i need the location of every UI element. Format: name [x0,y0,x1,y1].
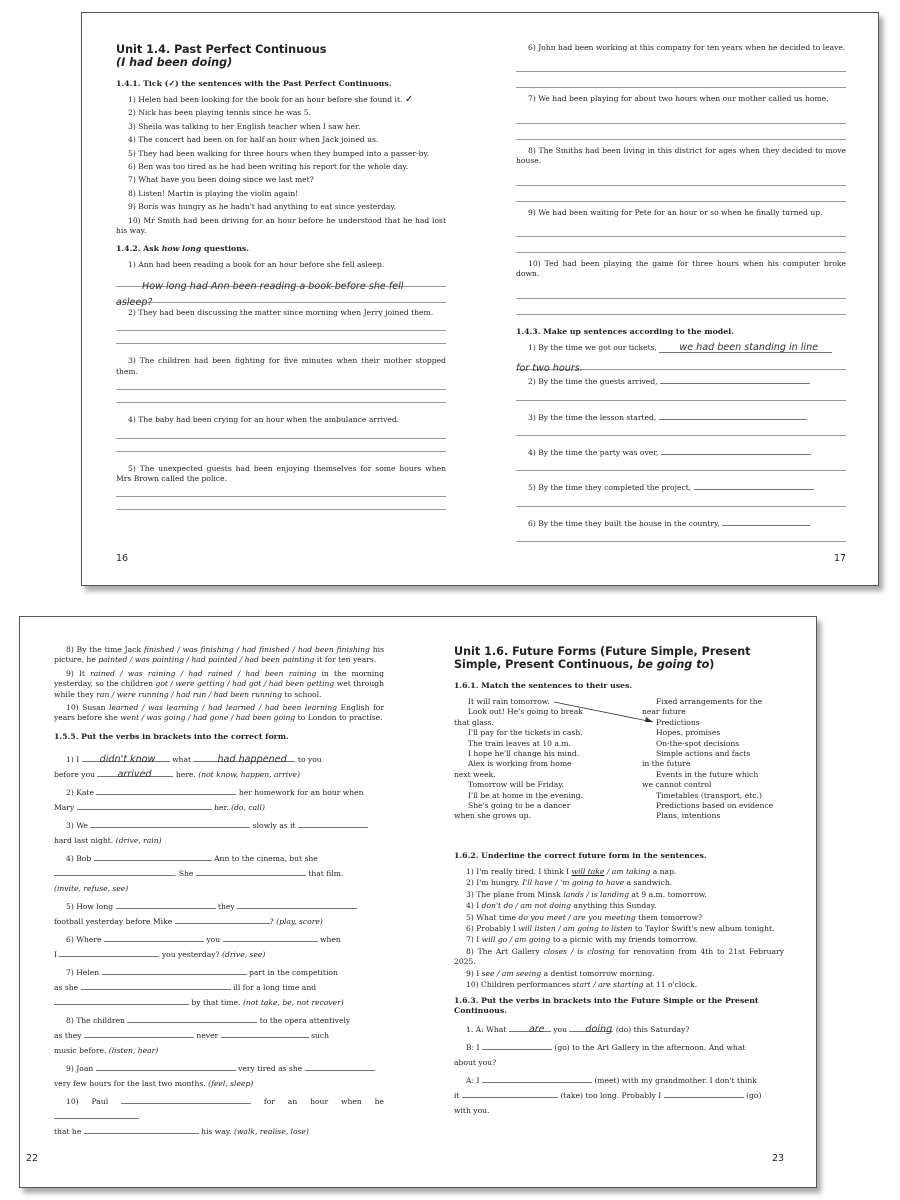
page-number: 23 [772,1153,785,1164]
text-run: 2) I'm hungry. [466,878,523,888]
list-item [454,890,784,900]
page-22 [54,645,384,1187]
list-item: 2) Nick has been playing tennis since he was 5. [128,108,311,118]
exercise-item-4: 4) Bob Ann to the cinema, but she . She that film. (invite, refuse, see) [54,851,384,896]
answer-line: asleep? [116,290,446,303]
text-run: wet through while they [54,679,384,699]
answer-line [116,487,446,497]
list-item: 1) Ann had been reading a book for an hour before she fell asleep. [128,260,385,270]
list-item: 3) By the time the lesson started, [516,410,846,423]
text-run: 10) Susan [66,703,110,713]
list-item: 2) By the time the guests arrived, [516,374,846,387]
exercise-item-6: 6) Where you when I you yesterday? (drive, see) [54,932,384,962]
answer-line [516,186,846,202]
exercise-item-9: 9) Joan very tired as she very few hours for the last two months. (feel, sleep) [54,1061,384,1091]
exercise-heading: 1.6.1. Match the sentences to their uses. [454,681,633,690]
answer-line [516,283,846,299]
list-item: 3) Sheila was talking to her English teacher when I saw her. [128,121,361,131]
checkmark-icon: ✓ [404,94,414,105]
list-item: 3) The children had been fighting for five minutes when their mother stopped them. [116,356,446,376]
page-16 [116,43,446,585]
list-item [454,878,784,888]
list-item: 6) Ben was too tired as he had been writing his report for the whole day. [128,162,409,172]
match-arrow-icon [454,697,784,737]
text-run: / [604,867,612,876]
answer-line [516,237,846,253]
exercise-item-5: 5) How long they football yesterday before Mike ? (play, score) [54,899,384,929]
ex-10 [54,703,384,722]
list-item [454,913,784,923]
exercise-heading: 1.4.2. Ask how long questions. [116,244,250,254]
text-run: went / was going / had gone / had been going [120,713,296,723]
text-run: 1) I'm really tired. I think I [466,867,572,876]
ex-9 [54,669,384,699]
exercise-item-7: 7) Helen part in the competition as she ill for a long time and by that time. (not take, be, not recover) [54,965,384,1010]
ex-8 [54,645,384,664]
exercise-item-8: 8) The children to the opera attentively as they never such music before. (listen, hear) [54,1013,384,1058]
text-run: in the morning yesterday, so the children [54,668,384,689]
exercise-item-10: 10) Paul for an hour when he that he his way. (walk, realise, lose) [54,1094,384,1139]
text-run: to a picnic with my friends tomorrow. [550,935,698,945]
list-item: 1) Helen had been looking for the book for an hour before she found it. ✓ [128,94,414,105]
list-item: 5) The unexpected guests had been enjoying themselves for some hours when Mrs Brown called the police. [116,463,446,483]
page-17 [516,43,846,585]
unit-subtitle: (I had been doing) [116,56,233,69]
answer-line [516,497,846,507]
text-run: don't do / am not doing [481,901,572,911]
list-item: 7) We had been playing for about two hours when our mother called us home. [528,94,829,104]
list-item [454,924,784,934]
match-left-column: It will rain tomorrow. Look out! He's going to break that glass. I'll pay for the tickets in cash. The train leaves at 10 a.m. I hope he'll change his mind. Alex is working from home next week. Tomorrow will be Friday. I'll be at home in the evening. She's going to be a dancer when she grows up. [454,697,584,821]
answer-line [116,380,446,390]
book-spread-pages-22-23 [19,616,817,1188]
text-run: 7) I [466,935,482,945]
text-run: a nap. [650,867,677,876]
text-run: 8) By the time Jack [66,645,144,654]
list-item: 9) We had been waiting for Pete for an hour or so when he finally turned up. [528,207,823,217]
unit-title [116,43,446,69]
text-run: 9) I [466,968,482,978]
answer-line [116,393,446,403]
text-run: at 11 o'clock. [643,980,698,990]
answer-line [516,124,846,140]
text-run: English for years before she [54,703,384,723]
match-right-column: Fixed arrangements for the near future Predictions Hopes, promises On-the-spot decisions Simple actions and facts in the future Events in the future which we cannot control Timetables (transport, etc.) Predictions based on evidence Plans, intentions [642,697,774,821]
list-item: 6) John had been working at this company for ten years when he decided to leave. [528,43,846,52]
list-item: 4) The concert had been on for half an hour when Jack joined us. [128,135,379,145]
text-run: 3) The plane from Minsk [466,889,564,899]
text-run: them tomorrow? [635,912,703,922]
answer-line [116,429,446,439]
list-item: 4) The baby had been crying for an hour when the ambulance arrived. [128,415,400,425]
text-run: to London to practise. [295,713,383,723]
list-item [54,645,384,666]
page-number: 22 [26,1153,39,1164]
answer-line [516,532,846,542]
answer-line [516,72,846,88]
text-run: to Taylor Swift's new album tonight. [632,924,775,934]
exercise-1-6-2-list [454,867,784,990]
exercise-heading: 1.6.3. Put the verbs in brackets into the Future Simple or the Present Continuous. [454,996,759,1016]
list-item [54,669,384,700]
answer-line [516,108,846,124]
answer-line: for two hours. [516,356,846,370]
dialogue-line: B: I (go) to the Art Gallery in the afternoon. And what about you? [454,1040,784,1070]
exercise-heading: 1.5.5. Put the verbs in brackets into the correct form. [54,731,289,741]
exercise-item-1: 1) I didn't know what had happened to you before you arrived here. (not know, happen, arrive) [54,753,322,780]
answer-line [116,500,446,510]
text-run: 8) The Art Gallery [466,946,544,956]
exercise-heading: 1.4.3. Make up sentences according to the model. [516,326,734,336]
book-spread-pages-16-17 [81,12,879,586]
list-item [454,947,784,968]
text-run: to school. [281,689,322,699]
text-run: a sandwich. [624,878,673,888]
text-run: it for ten years. [314,655,377,665]
text-run: anything this Sunday. [571,901,657,911]
list-item: 10) Ted had been playing the game for three hours when his computer broke down. [516,259,846,279]
answer-line [516,170,846,186]
list-item: 8) The Smiths had been living in this district for ages when they decided to move house. [516,145,846,166]
text-run: I'll have / 'm going to have [522,878,625,888]
page-number: 17 [834,553,847,564]
answer-line [116,321,446,331]
text-run: 10) Children performances [466,980,573,990]
dialogue-line: A: I (meet) with my grandmother. I don't think it (take) too long. Probably I (go) with you. [454,1073,784,1118]
text-run: will listen / am going to listen [518,924,633,934]
answer-line [116,334,446,344]
list-item: 1) By the time we got our tickets, we had been standing in line [516,343,846,353]
text-run: am taking [611,867,651,876]
list-item [54,703,384,724]
list-item: 8) Listen! Martin is playing the violin again! [128,188,299,198]
list-item: 2) They had been discussing the matter since morning when Jerry joined them. [128,307,434,317]
text-run: finished / was finishing / had finished / had been finishing [143,645,370,654]
text-run: his picture, he [54,645,384,665]
text-run: 4) I [466,901,482,911]
list-item [454,867,784,877]
text-run: 9) It [66,668,91,678]
answer-line: How long had Ann been reading a book before she fell [116,274,446,287]
list-item: 7) What have you been doing since we last met? [128,175,314,185]
unit-title: Unit 1.6. Future Forms (Future Simple, Present Simple, Present Continuous, be going to) [454,645,751,671]
text-run: learned / was learning / had learned / had been learning [109,703,338,713]
unit-title-main: Unit 1.4. Past Perfect Continuous [116,43,327,56]
text-run: will go / am going [481,935,551,945]
exercise-item-3: 3) We slowly as it hard last night. (drive, rain) [54,818,384,848]
list-item: 6) By the time they built the house in the country, [516,516,846,529]
text-run: start / are starting [572,980,644,990]
page-number: 16 [116,553,129,564]
text-run: lands / is landing [563,889,629,899]
matching-exercise [454,697,784,847]
text-run: for renovation from 4th to 21st February 2025. [454,946,784,967]
answer-line [516,299,846,315]
list-item [454,980,784,990]
text-run: a dentist tomorrow morning. [541,968,655,978]
text-run: at 9 a.m. tomorrow. [628,889,707,899]
exercise-heading: 1.6.2. Underline the correct future form in the sentences. [454,851,707,860]
text-run: closes / is closing [543,946,615,956]
page-23 [454,645,784,1187]
answer-line [516,391,846,401]
answer-line [516,426,846,436]
list-item: 9) Boris was hungry as he hadn't had anything to eat since yesterday. [128,202,397,212]
list-item: 5) They had been walking for three hours when they bumped into a passer-by. [128,148,430,158]
exercise-1-4-1-list [116,95,446,236]
dialogue-line: 1. A: What are you doing (do) this Saturday? [466,1024,690,1036]
list-item [454,935,784,945]
text-run: 6) Probably I [466,924,519,934]
list-item: 5) By the time they completed the project, [516,480,846,493]
list-item [454,969,784,979]
answer-line [116,442,446,452]
text-run: see / am seeing [481,968,542,978]
text-run: ran / were running / had run / had been running [96,689,282,699]
list-item [454,901,784,911]
list-item: 10) Mr Smith had been driving for an hour before he understood that he had lost his way. [116,215,446,236]
text-run: got / were getting / had got / had been getting [155,679,335,689]
text-run: do you meet / are you meeting [518,912,636,922]
answer-line [516,221,846,237]
text-run: rained / was raining / had rained / had been raining [90,668,317,678]
exercise-heading: 1.4.1. Tick (✓) the sentences with the Past Perfect Continuous. [116,79,392,88]
text-run: 5) What time [466,912,519,922]
exercise-item-2: 2) Kate her homework for an hour when Mary her. (do, call) [54,785,384,815]
list-item: 4) By the time the party was over, [516,445,846,458]
text-run: painted / was painting / had painted / had been painting [98,655,315,665]
text-run: will take [571,867,605,876]
answer-line [516,461,846,471]
answer-line [516,56,846,72]
